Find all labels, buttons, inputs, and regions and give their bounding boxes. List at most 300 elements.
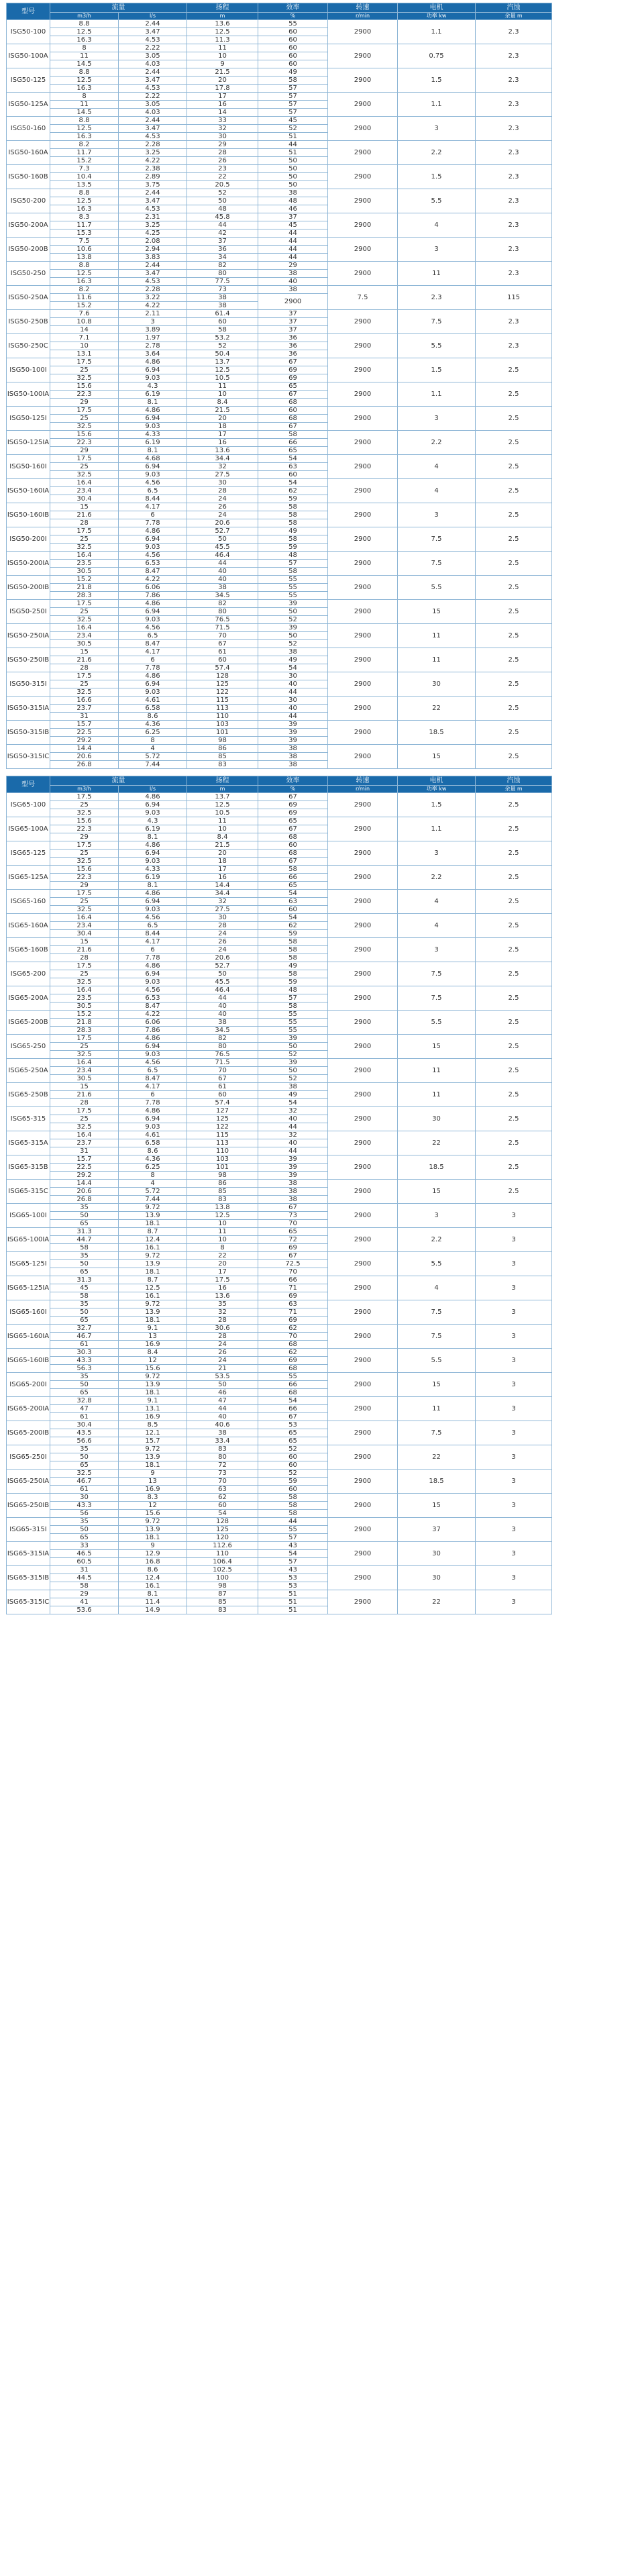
flow-ls-cell: 4.33	[119, 431, 187, 439]
flow-m3h-cell: 7.5	[50, 238, 119, 246]
motor-cell: 2.3	[398, 286, 476, 310]
flow-ls-cell: 6.94	[119, 849, 187, 858]
flow-ls-cell: 3.47	[119, 28, 187, 36]
model-cell: ISG50-200IA	[7, 552, 50, 576]
flow-m3h-cell: 31.3	[50, 1228, 119, 1236]
flow-m3h-cell: 16.3	[50, 205, 119, 213]
table-row	[7, 1397, 629, 1405]
flow-m3h-cell: 29	[50, 399, 119, 407]
flow-m3h-cell: 16.4	[50, 986, 119, 994]
flow-m3h-cell: 35	[50, 1252, 119, 1260]
npsh-cell: 3	[476, 1590, 552, 1614]
table-row	[7, 793, 629, 801]
flow-m3h-cell: 31	[50, 1147, 119, 1155]
flow-m3h-cell: 30.3	[50, 1349, 119, 1357]
flow-ls-cell: 15.6	[119, 1510, 187, 1518]
efficiency-cell: 48	[258, 552, 328, 560]
npsh-cell: 2.5	[476, 1083, 552, 1107]
speed-cell: 2900	[328, 1349, 398, 1373]
efficiency-cell: 57	[258, 93, 328, 101]
head-cell: 34.4	[187, 890, 258, 898]
flow-m3h-cell: 65	[50, 1317, 119, 1325]
head-cell: 27.5	[187, 471, 258, 479]
flow-m3h-cell: 15	[50, 1083, 119, 1091]
model-cell: ISG50-200	[7, 189, 50, 213]
head-cell: 70	[187, 632, 258, 640]
flow-m3h-cell: 26.8	[50, 761, 119, 769]
head-cell: 54	[187, 1510, 258, 1518]
flow-ls-cell: 8.4	[119, 1349, 187, 1357]
npsh-cell: 2.3	[476, 141, 552, 165]
motor-cell: 4	[398, 479, 476, 503]
head-cell: 35	[187, 1300, 258, 1308]
model-cell: ISG65-200B	[7, 1011, 50, 1035]
table-row	[7, 1035, 629, 1043]
motor-cell: 5.5	[398, 334, 476, 358]
efficiency-cell: 55	[258, 1011, 328, 1019]
flow-m3h-cell: 12.5	[50, 197, 119, 205]
speed-cell: 2900	[328, 358, 398, 382]
table-row	[7, 1252, 629, 1260]
flow-m3h-cell: 58	[50, 1244, 119, 1252]
efficiency-cell: 54	[258, 455, 328, 463]
efficiency-cell: 60	[258, 906, 328, 914]
efficiency-cell: 36	[258, 334, 328, 342]
efficiency-cell: 58	[258, 1002, 328, 1011]
table-row	[7, 1421, 629, 1429]
model-cell: ISG50-125I	[7, 407, 50, 431]
head-cell: 115	[187, 697, 258, 705]
efficiency-cell: 30	[258, 697, 328, 705]
flow-ls-cell: 2.31	[119, 213, 187, 221]
head-cell: 53.5	[187, 1373, 258, 1381]
flow-m3h-cell: 15.3	[50, 229, 119, 238]
flow-ls-cell: 16.8	[119, 1558, 187, 1566]
flow-ls-cell: 3.05	[119, 101, 187, 109]
head-cell: 33	[187, 117, 258, 125]
head-cell: 12.5	[187, 801, 258, 809]
head-cell: 98	[187, 1582, 258, 1590]
flow-m3h-cell: 8.8	[50, 262, 119, 270]
flow-m3h-cell: 28.3	[50, 592, 119, 600]
flow-ls-cell: 8	[119, 737, 187, 745]
head-cell: 28	[187, 149, 258, 157]
npsh-cell: 2.3	[476, 238, 552, 262]
model-cell: ISG50-250A	[7, 286, 50, 310]
flow-m3h-cell: 16.4	[50, 1059, 119, 1067]
efficiency-cell: 49	[258, 962, 328, 970]
flow-ls-cell: 4.53	[119, 205, 187, 213]
efficiency-cell: 60	[258, 407, 328, 415]
efficiency-cell: 58	[258, 431, 328, 439]
efficiency-cell: 50	[258, 181, 328, 189]
efficiency-cell: 65	[258, 382, 328, 391]
flow-ls-cell: 4.86	[119, 841, 187, 849]
efficiency-cell: 54	[258, 1550, 328, 1558]
model-cell: ISG65-200IB	[7, 1421, 50, 1445]
flow-ls-cell: 4.56	[119, 986, 187, 994]
flow-m3h-cell: 10.4	[50, 173, 119, 181]
flow-ls-cell: 6.5	[119, 922, 187, 930]
npsh-cell: 2.5	[476, 938, 552, 962]
efficiency-cell: 39	[258, 721, 328, 729]
model-cell: ISG65-125I	[7, 1252, 50, 1276]
efficiency-cell: 55	[258, 20, 328, 28]
efficiency-cell: 52	[258, 1470, 328, 1478]
head-cell: 122	[187, 1123, 258, 1131]
efficiency-cell: 32	[258, 1107, 328, 1115]
flow-m3h-cell: 8.2	[50, 141, 119, 149]
motor-cell: 30	[398, 1542, 476, 1566]
head-cell: 13.6	[187, 1292, 258, 1300]
efficiency-cell: 68	[258, 849, 328, 858]
flow-ls-cell: 4.53	[119, 133, 187, 141]
flow-m3h-cell: 28	[50, 519, 119, 527]
model-cell: ISG50-125A	[7, 93, 50, 117]
efficiency-cell: 60	[258, 36, 328, 44]
head-cell: 37	[187, 238, 258, 246]
head-cell: 85	[187, 753, 258, 761]
npsh-cell: 2.3	[476, 310, 552, 334]
speed-cell: 2900	[328, 1180, 398, 1204]
motor-cell: 11	[398, 262, 476, 286]
flow-m3h-cell: 17.5	[50, 527, 119, 535]
flow-m3h-cell: 44.5	[50, 1574, 119, 1582]
flow-ls-cell: 9.03	[119, 616, 187, 624]
flow-ls-cell: 4.86	[119, 600, 187, 608]
flow-m3h-cell: 29.2	[50, 1172, 119, 1180]
model-cell: ISG65-125IA	[7, 1276, 50, 1300]
head-cell: 125	[187, 1115, 258, 1123]
speed-cell: 2900	[328, 962, 398, 986]
flow-ls-cell: 13.9	[119, 1260, 187, 1268]
flow-m3h-cell: 15.7	[50, 721, 119, 729]
flow-m3h-cell: 25	[50, 680, 119, 688]
head-cell: 50	[187, 970, 258, 978]
flow-m3h-cell: 15	[50, 503, 119, 511]
head-cell: 9	[187, 60, 258, 68]
flow-m3h-cell: 11.6	[50, 294, 119, 302]
head-cell: 127	[187, 1107, 258, 1115]
speed-cell: 2900	[328, 938, 398, 962]
spec-table	[6, 776, 629, 1614]
efficiency-cell: 39	[258, 624, 328, 632]
head-cell: 61	[187, 648, 258, 656]
head-cell: 63	[187, 1486, 258, 1494]
efficiency-cell: 39	[258, 1164, 328, 1172]
flow-ls-cell: 6	[119, 656, 187, 664]
flow-m3h-cell: 33	[50, 1542, 119, 1550]
head-cell: 16	[187, 439, 258, 447]
efficiency-cell: 63	[258, 463, 328, 471]
flow-ls-cell: 9.03	[119, 1051, 187, 1059]
flow-m3h-cell: 11	[50, 101, 119, 109]
speed-cell: 2900	[328, 1276, 398, 1300]
motor-cell: 18.5	[398, 721, 476, 745]
head-cell: 82	[187, 600, 258, 608]
table-row	[7, 866, 629, 874]
efficiency-cell: 55	[258, 1373, 328, 1381]
head-cell: 72	[187, 1461, 258, 1470]
npsh-cell: 2.5	[476, 962, 552, 986]
head-cell: 17.5	[187, 1276, 258, 1284]
model-cell: ISG65-250IA	[7, 1470, 50, 1494]
table-row	[7, 600, 629, 608]
model-cell: ISG50-125IA	[7, 431, 50, 455]
unit-head: m	[187, 13, 258, 20]
flow-m3h-cell: 32.5	[50, 544, 119, 552]
head-cell: 32	[187, 463, 258, 471]
flow-m3h-cell: 15.6	[50, 431, 119, 439]
table-row	[7, 286, 629, 294]
flow-m3h-cell: 32.5	[50, 809, 119, 817]
flow-ls-cell: 4	[119, 1180, 187, 1188]
head-cell: 86	[187, 1180, 258, 1188]
motor-cell: 1.5	[398, 68, 476, 93]
head-cell: 112.6	[187, 1542, 258, 1550]
efficiency-cell: 58	[258, 76, 328, 85]
head-cell: 11	[187, 44, 258, 52]
model-cell: ISG50-160IA	[7, 479, 50, 503]
head-cell: 11.3	[187, 36, 258, 44]
flow-ls-cell: 9.1	[119, 1325, 187, 1333]
header-flow: 流量	[50, 776, 187, 786]
speed-cell: 2900	[328, 1373, 398, 1397]
flow-ls-cell: 18.1	[119, 1534, 187, 1542]
flow-ls-cell: 16.9	[119, 1341, 187, 1349]
efficiency-cell: 57	[258, 109, 328, 117]
flow-ls-cell: 4.53	[119, 85, 187, 93]
flow-ls-cell: 4.86	[119, 890, 187, 898]
model-cell: ISG65-200A	[7, 986, 50, 1011]
efficiency-cell: 58	[258, 1510, 328, 1518]
efficiency-cell: 69	[258, 1244, 328, 1252]
efficiency-cell: 50	[258, 1043, 328, 1051]
efficiency-cell: 44	[258, 1518, 328, 1526]
npsh-cell: 2.5	[476, 841, 552, 866]
efficiency-cell: 57	[258, 560, 328, 568]
flow-m3h-cell: 10	[50, 342, 119, 350]
npsh-cell: 2.5	[476, 503, 552, 527]
motor-cell: 3	[398, 117, 476, 141]
head-cell: 34.4	[187, 455, 258, 463]
efficiency-cell: 44	[258, 246, 328, 254]
head-cell: 24	[187, 930, 258, 938]
model-cell: ISG50-315IB	[7, 721, 50, 745]
npsh-cell: 2.5	[476, 407, 552, 431]
flow-ls-cell: 4.17	[119, 503, 187, 511]
table-row	[7, 238, 629, 246]
flow-ls-cell: 6.5	[119, 1067, 187, 1075]
table-row	[7, 68, 629, 76]
head-cell: 21.5	[187, 407, 258, 415]
flow-ls-cell: 6.5	[119, 632, 187, 640]
model-cell: ISG50-250B	[7, 310, 50, 334]
npsh-cell: 2.5	[476, 672, 552, 697]
npsh-cell: 115	[476, 286, 552, 310]
flow-ls-cell: 15.7	[119, 1437, 187, 1445]
flow-m3h-cell: 8.8	[50, 117, 119, 125]
motor-cell: 18.5	[398, 1470, 476, 1494]
npsh-cell: 3	[476, 1421, 552, 1445]
flow-ls-cell: 6.53	[119, 560, 187, 568]
head-cell: 50	[187, 535, 258, 544]
table-row	[7, 1131, 629, 1139]
speed-cell: 2900	[328, 262, 398, 286]
table-row	[7, 1590, 629, 1598]
flow-ls-cell: 6.58	[119, 705, 187, 713]
motor-cell: 11	[398, 624, 476, 648]
flow-m3h-cell: 50	[50, 1381, 119, 1389]
flow-ls-cell: 6.94	[119, 1043, 187, 1051]
head-cell: 40	[187, 576, 258, 584]
motor-cell: 0.75	[398, 44, 476, 68]
model-cell: ISG65-200IA	[7, 1397, 50, 1421]
flow-ls-cell: 6.94	[119, 608, 187, 616]
flow-ls-cell: 13.9	[119, 1212, 187, 1220]
model-cell: ISG50-160A	[7, 141, 50, 165]
flow-m3h-cell: 32.5	[50, 1123, 119, 1131]
motor-cell: 37	[398, 1518, 476, 1542]
flow-ls-cell: 12.4	[119, 1574, 187, 1582]
head-cell: 10.5	[187, 809, 258, 817]
flow-ls-cell: 7.86	[119, 1027, 187, 1035]
efficiency-cell: 60	[258, 28, 328, 36]
flow-m3h-cell: 15.6	[50, 382, 119, 391]
flow-m3h-cell: 23.7	[50, 1139, 119, 1147]
flow-m3h-cell: 28	[50, 1099, 119, 1107]
head-cell: 110	[187, 713, 258, 721]
flow-m3h-cell: 50	[50, 1308, 119, 1317]
efficiency-cell: 50	[258, 1067, 328, 1075]
flow-ls-cell: 16.9	[119, 1413, 187, 1421]
flow-m3h-cell: 16.4	[50, 479, 119, 487]
flow-m3h-cell: 15.7	[50, 1155, 119, 1164]
speed-cell: 2900	[328, 1252, 398, 1276]
efficiency-cell: 50	[258, 157, 328, 165]
efficiency-cell: 40	[258, 705, 328, 713]
flow-m3h-cell: 60.5	[50, 1558, 119, 1566]
flow-ls-cell: 3	[119, 318, 187, 326]
flow-ls-cell: 6.25	[119, 1164, 187, 1172]
flow-ls-cell: 3.47	[119, 197, 187, 205]
flow-ls-cell: 8.7	[119, 1276, 187, 1284]
flow-ls-cell: 18.1	[119, 1461, 187, 1470]
head-cell: 128	[187, 1518, 258, 1526]
flow-m3h-cell: 21.8	[50, 1019, 119, 1027]
flow-ls-cell: 8.3	[119, 1494, 187, 1502]
flow-ls-cell: 12.9	[119, 1550, 187, 1558]
motor-cell: 5.5	[398, 1011, 476, 1035]
motor-cell: 15	[398, 1373, 476, 1397]
head-cell: 34	[187, 254, 258, 262]
table-row	[7, 817, 629, 825]
flow-m3h-cell: 23.4	[50, 632, 119, 640]
model-cell: ISG50-160I	[7, 455, 50, 479]
unit-motor: 功率 kw	[398, 786, 476, 793]
head-cell: 20.5	[187, 181, 258, 189]
motor-cell: 11	[398, 648, 476, 672]
speed-cell: 2900	[328, 431, 398, 455]
flow-m3h-cell: 41	[50, 1598, 119, 1606]
flow-ls-cell: 9.03	[119, 374, 187, 382]
efficiency-cell: 53	[258, 1574, 328, 1582]
flow-m3h-cell: 31	[50, 713, 119, 721]
flow-ls-cell: 2.44	[119, 20, 187, 28]
table-row	[7, 721, 629, 729]
table-row	[7, 1325, 629, 1333]
efficiency-cell: 59	[258, 930, 328, 938]
efficiency-cell: 58	[258, 970, 328, 978]
flow-ls-cell: 16.1	[119, 1582, 187, 1590]
table-row	[7, 1228, 629, 1236]
efficiency-cell: 40	[258, 680, 328, 688]
speed-cell: 2900	[328, 1494, 398, 1518]
flow-ls-cell: 8.7	[119, 1228, 187, 1236]
efficiency-cell: 68	[258, 399, 328, 407]
npsh-cell: 2.5	[476, 600, 552, 624]
head-cell: 24	[187, 511, 258, 519]
head-cell: 38	[187, 584, 258, 592]
motor-cell: 15	[398, 1494, 476, 1518]
flow-ls-cell: 4.86	[119, 1107, 187, 1115]
head-cell: 21.5	[187, 841, 258, 849]
npsh-cell: 2.5	[476, 1180, 552, 1204]
efficiency-cell: 45	[258, 117, 328, 125]
flow-ls-cell: 6.94	[119, 463, 187, 471]
flow-ls-cell: 9.03	[119, 423, 187, 431]
flow-m3h-cell: 25	[50, 970, 119, 978]
speed-cell: 2900	[328, 527, 398, 552]
efficiency-cell: 51	[258, 1606, 328, 1614]
flow-m3h-cell: 25	[50, 1115, 119, 1123]
efficiency-cell: 59	[258, 1478, 328, 1486]
motor-cell: 4	[398, 1276, 476, 1300]
flow-ls-cell: 4.22	[119, 576, 187, 584]
header-speed: 转速	[328, 3, 398, 13]
flow-m3h-cell: 61	[50, 1413, 119, 1421]
flow-ls-cell: 12	[119, 1357, 187, 1365]
head-cell: 36	[187, 246, 258, 254]
head-cell: 40	[187, 1002, 258, 1011]
motor-cell: 22	[398, 1590, 476, 1614]
head-cell: 14	[187, 109, 258, 117]
speed-cell: 2900	[328, 1590, 398, 1614]
flow-ls-cell: 12.1	[119, 1429, 187, 1437]
flow-ls-cell: 2.94	[119, 246, 187, 254]
head-cell: 42	[187, 229, 258, 238]
flow-ls-cell: 9.03	[119, 1123, 187, 1131]
flow-m3h-cell: 15	[50, 648, 119, 656]
table-row	[7, 1373, 629, 1381]
head-cell: 30	[187, 479, 258, 487]
head-cell: 8	[187, 1244, 258, 1252]
efficiency-cell: 50	[258, 632, 328, 640]
table-row	[7, 624, 629, 632]
motor-cell: 15	[398, 745, 476, 769]
speed-cell: 2900	[328, 20, 398, 44]
flow-m3h-cell: 56.3	[50, 1365, 119, 1373]
npsh-cell: 2.5	[476, 986, 552, 1011]
speed-cell: 2900	[328, 455, 398, 479]
flow-ls-cell: 6.94	[119, 1115, 187, 1123]
flow-ls-cell: 4.22	[119, 302, 187, 310]
efficiency-cell: 48	[258, 197, 328, 205]
flow-ls-cell: 2.78	[119, 342, 187, 350]
head-cell: 77.5	[187, 278, 258, 286]
flow-ls-cell: 15.6	[119, 1365, 187, 1373]
table-row	[7, 890, 629, 898]
